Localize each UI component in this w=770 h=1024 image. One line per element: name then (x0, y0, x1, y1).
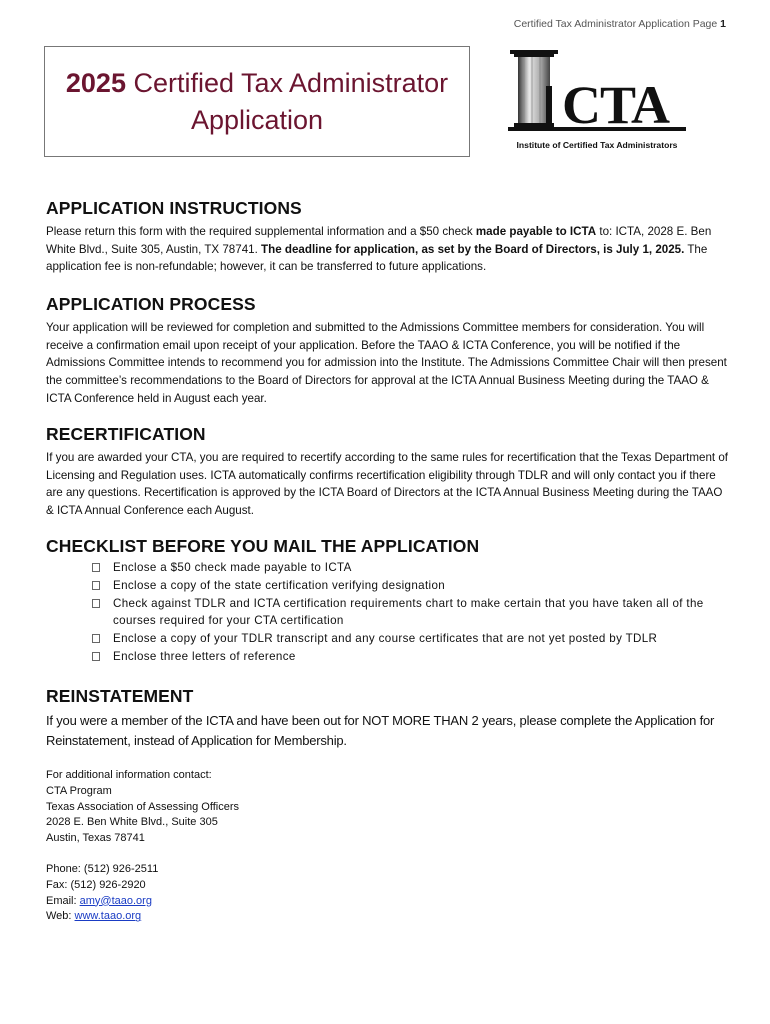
web-link[interactable]: www.taao.org (74, 910, 142, 923)
page-number: 1 (720, 18, 726, 30)
contact-address2: Austin, Texas 78741 (46, 832, 145, 845)
contact-web: Web: www.taao.org (46, 910, 142, 923)
contact-email: Email: amy@taao.org (46, 894, 152, 907)
checklist-item[interactable]: Enclose three letters of reference (92, 648, 730, 666)
recertification-section (46, 424, 730, 520)
title-year: 2025 (65, 68, 126, 98)
reinstatement-heading: REINSTATEMENT (46, 686, 194, 706)
recertification-text: If you are awarded your CTA, you are required to recertify according to the same rules for recertification that the Texas Department of Licensing and Regulation uses. ICTA automatically confirms recertification eligibility through TDLR and will only contact you if there are any questions. Recertification is approved by the ICTA Board of Directors at the ICTA Annual Business Meeting during the TAAO & ICTA Annual Conference each August. (46, 451, 728, 518)
contact-phone: Phone: (512) 926-2511 (46, 862, 159, 875)
contact-intro: For additional information contact: (46, 769, 212, 781)
column-icon (504, 46, 690, 142)
checkbox-icon[interactable] (92, 634, 100, 643)
checkbox-icon[interactable] (92, 563, 100, 572)
instructions-section (46, 198, 730, 276)
page-header (514, 18, 726, 30)
page-title-line2: Application (190, 105, 324, 135)
recertification-heading: RECERTIFICATION (46, 424, 206, 444)
checklist-item[interactable]: Enclose a $50 check made payable to ICTA (92, 559, 730, 577)
title-line1: Certified Tax Administrator (125, 68, 449, 98)
icta-logo (504, 46, 690, 154)
checklist-section (46, 536, 730, 666)
title-box (44, 46, 470, 157)
checklist (46, 559, 730, 666)
reinstatement-section (46, 686, 730, 750)
checkbox-icon[interactable] (92, 652, 100, 661)
logo-caption: Institute of Certified Tax Administrators (516, 140, 678, 150)
process-section (46, 294, 730, 408)
contact-program: CTA Program (46, 784, 112, 797)
checkbox-icon[interactable] (92, 599, 100, 608)
page-header-text: Certified Tax Administrator Application Page (513, 18, 721, 30)
reinstatement-text: If you were a member of the ICTA and have been out for NOT MORE THAN 2 years, please complete the Application for Reinstatement, instead of Application for Membership. (46, 713, 715, 748)
instructions-text: Please return this form with the required supplemental information and a $50 check made payable to ICTA to: ICTA, 2028 E. Ben White Blvd., Suite 305, Austin, TX 78741. The deadline for application, as set by the Board of Directors, is July 1, 2025. The application fee is non-refundable; however, it can be transferred to future applications. (46, 225, 712, 274)
checklist-item[interactable]: Enclose a copy of the state certification verifying designation (92, 577, 730, 595)
contact-section (46, 768, 730, 925)
checklist-item[interactable]: Check against TDLR and ICTA certification requirements chart to make certain that you have taken all of the courses required for your CTA certification (92, 595, 730, 631)
checklist-heading: CHECKLIST BEFORE YOU MAIL THE APPLICATION (46, 536, 480, 556)
instructions-heading: APPLICATION INSTRUCTIONS (46, 198, 302, 218)
process-heading: APPLICATION PROCESS (46, 294, 256, 314)
contact-fax: Fax: (512) 926-2920 (46, 878, 146, 891)
contact-org: Texas Association of Assessing Officers (46, 800, 239, 813)
process-text: Your application will be reviewed for completion and submitted to the Admissions Committee members for consideration. You will receive a confirmation email upon receipt of your application. Before the TAAO & ICTA Conference, you will be notified if the Admissions Committee intends to recommend you for admission into the Institute. The Admissions Committee Chair will then present the committee’s recommendations to the Board of Directors for approval at the ICTA Annual Business Meeting during the TAAO & ICTA Conference held in August each year. (46, 321, 727, 405)
logo-letters: CTA (562, 75, 670, 135)
checklist-item[interactable]: Enclose a copy of your TDLR transcript and any course certificates that are not yet posted by TDLR (92, 630, 730, 648)
checkbox-icon[interactable] (92, 581, 100, 590)
email-link[interactable]: amy@taao.org (79, 894, 152, 907)
page-title-line1 (45, 65, 469, 102)
contact-address1: 2028 E. Ben White Blvd., Suite 305 (46, 816, 218, 829)
